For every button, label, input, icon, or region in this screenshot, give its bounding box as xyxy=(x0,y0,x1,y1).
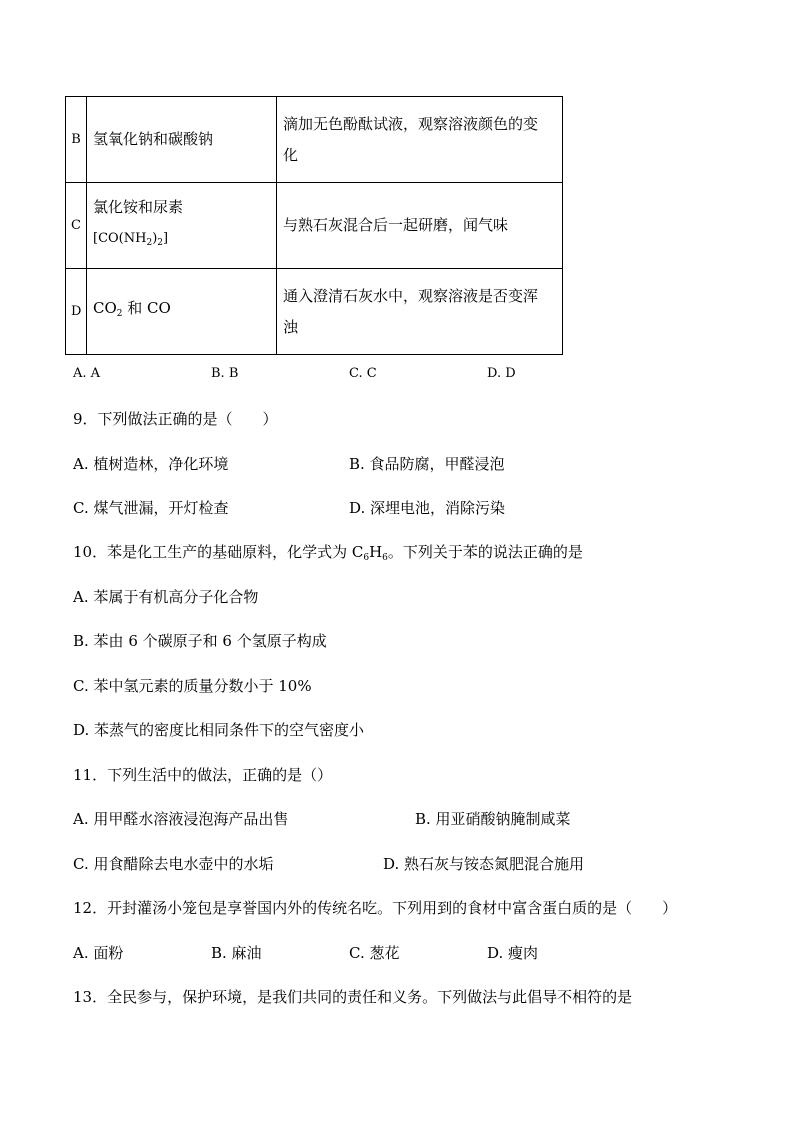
q12-option-a[interactable]: A. 面粉 xyxy=(73,944,124,962)
substance-cell xyxy=(87,269,277,355)
subscript: 6 xyxy=(382,553,388,563)
q9-stem: 9．下列做法正确的是（ ） xyxy=(73,410,278,428)
method-cell: 与熟石灰混合后一起研磨，闻气味 xyxy=(277,183,563,269)
q8-option-b[interactable]: B. B xyxy=(211,366,239,381)
q13-stem: 13．全民参与，保护环境，是我们共同的责任和义务。下列做法与此倡导不相符的是 xyxy=(73,988,633,1006)
method-line: 浊 xyxy=(283,317,299,336)
substance-cell xyxy=(87,183,277,269)
substance-cell: 氢氧化钠和碳酸钠 xyxy=(87,97,277,183)
row-label: B xyxy=(66,97,87,183)
q10-option-d[interactable]: D. 苯蒸气的密度比相同条件下的空气密度小 xyxy=(73,721,365,739)
q11-option-d[interactable]: D. 熟石灰与铵态氮肥混合施用 xyxy=(383,855,585,873)
q8-option-c[interactable]: C. C xyxy=(349,366,377,381)
subscript: 2 xyxy=(116,309,123,319)
q10-option-a[interactable]: A. 苯属于有机高分子化合物 xyxy=(73,588,259,606)
identification-table xyxy=(65,96,563,355)
q9-option-b[interactable]: B. 食品防腐，甲醛浸泡 xyxy=(349,455,505,473)
row-label: C xyxy=(66,183,87,269)
formula-text: 和 CO xyxy=(122,299,171,317)
table-row xyxy=(66,97,563,183)
stem-text: 10．苯是化工生产的基础原料，化学式为 C xyxy=(73,543,364,561)
q11-option-b[interactable]: B. 用亚硝酸钠腌制咸菜 xyxy=(415,810,571,828)
q11-option-a[interactable]: A. 用甲醛水溶液浸泡海产品出售 xyxy=(73,810,289,828)
subscript: 2 xyxy=(157,238,164,248)
q12-option-d[interactable]: D. 瘦肉 xyxy=(487,944,539,962)
q12-option-c[interactable]: C. 葱花 xyxy=(349,944,400,962)
formula-text: ) xyxy=(152,231,158,246)
formula-text: [CO(NH xyxy=(93,231,147,246)
method-line: 化 xyxy=(283,145,299,164)
q11-option-c[interactable]: C. 用食醋除去电水壶中的水垢 xyxy=(73,855,274,873)
q9-option-a[interactable]: A. 植树造林，净化环境 xyxy=(73,455,229,473)
subscript: 2 xyxy=(146,238,153,248)
subscript: 6 xyxy=(363,553,370,563)
formula-text: CO xyxy=(93,299,117,317)
substance-line: 氯化铵和尿素 xyxy=(93,198,184,216)
method-cell xyxy=(277,269,563,355)
q12-stem: 12．开封灌汤小笼包是享誉国内外的传统名吃。下列用到的食材中富含蛋白质的是（ ） xyxy=(73,899,678,917)
formula-line xyxy=(93,223,270,259)
q11-stem: 11．下列生活中的做法，正确的是（） xyxy=(73,766,333,784)
stem-text: H xyxy=(369,543,383,561)
q8-option-a[interactable]: A. A xyxy=(73,366,101,381)
table-row xyxy=(66,269,563,355)
q8-option-d[interactable]: D. D xyxy=(487,366,516,381)
method-cell xyxy=(277,97,563,183)
method-line: 通入澄清石灰水中，观察溶液是否变浑 xyxy=(283,286,539,305)
method-line: 滴加无色酚酞试液，观察溶液颜色的变 xyxy=(283,114,539,133)
q12-option-b[interactable]: B. 麻油 xyxy=(211,944,262,962)
q10-option-c[interactable]: C. 苯中氢元素的质量分数小于 10% xyxy=(73,677,312,695)
q10-stem xyxy=(73,541,583,563)
stem-text: 。下列关于苯的说法正确的是 xyxy=(387,543,583,561)
row-label: D xyxy=(66,269,87,355)
table-row xyxy=(66,183,563,269)
q9-option-c[interactable]: C. 煤气泄漏，开灯检查 xyxy=(73,499,229,517)
formula-text: ] xyxy=(163,231,169,246)
q9-option-d[interactable]: D. 深埋电池，消除污染 xyxy=(349,499,506,517)
q10-option-b[interactable]: B. 苯由 6 个碳原子和 6 个氢原子构成 xyxy=(73,632,327,650)
